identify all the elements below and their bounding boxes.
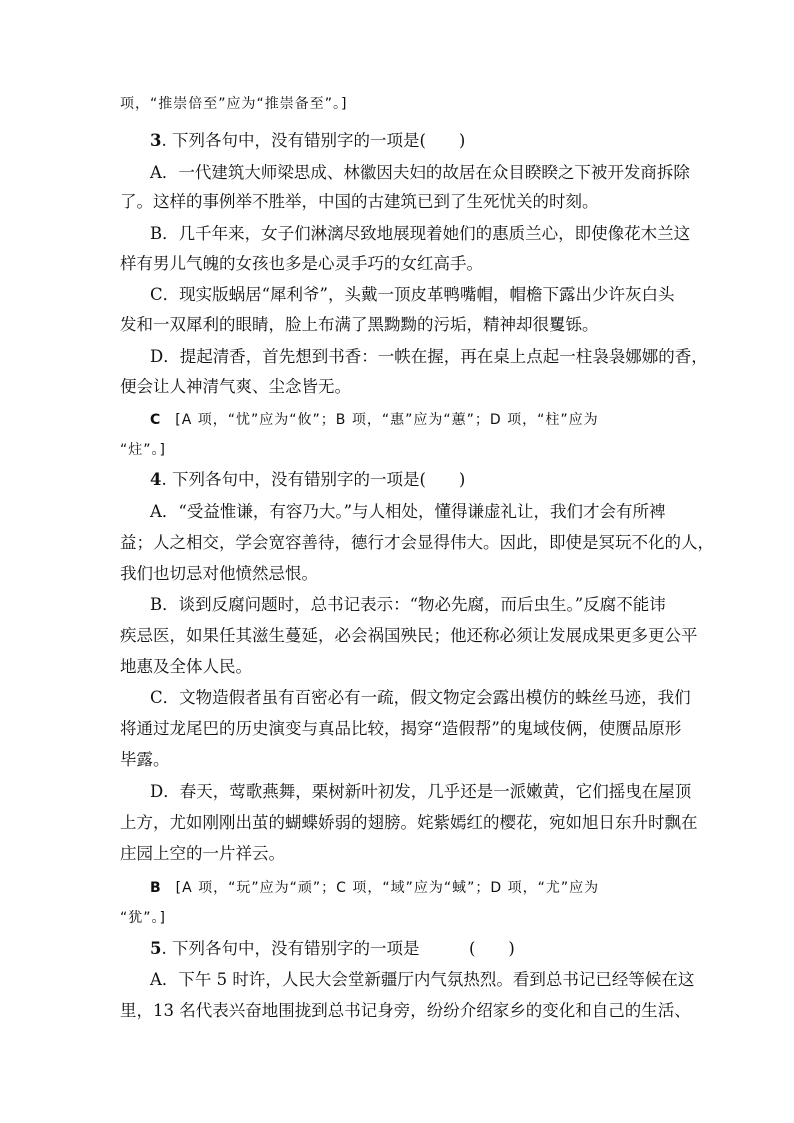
- q4-option-a-line3: 我们也切忌对他愤然忌恨。: [120, 564, 318, 583]
- question-number: 3: [150, 131, 162, 150]
- q4-answer-line2: “犹”。]: [120, 910, 166, 926]
- question-text: . 下列各句中，没有错别字的一项是( ): [161, 131, 466, 150]
- q4-option-b-line2: 疾忌医，如果任其滋生蔓延，必会祸国殃民；他还称必须让发展成果更多更公平: [120, 626, 698, 645]
- q4-option-a-line2: 益；人之相交，学会宽容善待，德行才会显得伟大。因此，即使是冥玩不化的人，: [120, 533, 714, 552]
- q4-option-b-line3: 地惠及全体人民。: [120, 657, 252, 676]
- q3-option-b-line2: 样有男儿气魄的女孩也多是心灵手巧的女红高手。: [120, 254, 483, 273]
- q4-option-d-line1: D．春天，莺歌燕舞，栗树新叶初发，几乎还是一派嫩黄，它们摇曳在屋顶: [150, 782, 692, 801]
- q4-option-c-line3: 毕露。: [120, 750, 170, 769]
- answer-letter: B: [150, 880, 162, 896]
- q4-option-d-line3: 庄园上空的一片祥云。: [120, 844, 285, 863]
- q4-option-d-line2: 上方，尤如刚刚出茧的蝴蝶娇弱的翅膀。姹紫嫣红的樱花，宛如旭日东升时飘在: [120, 813, 698, 832]
- q5-option-a-line1: A．下午 5 时许，人民大会堂新疆厅内气氛热烈。看到总书记已经等候在这: [150, 970, 695, 989]
- answer-explanation: [A 项，“玩”应为“顽”；C 项，“域”应为“蜮”；D 项，“尤”应为: [175, 880, 600, 896]
- q3-option-d-line1: D．提起清香，首先想到书香：一帙在握，再在桌上点起一柱袅袅娜娜的香，: [150, 347, 708, 366]
- question-number: 5: [150, 939, 162, 958]
- q3-option-a-line2: 了。这样的事例举不胜举，中国的古建筑已到了生死忧关的时刻。: [120, 192, 599, 211]
- q3-option-d-line2: 便会让人神清气爽、尘念皆无。: [120, 377, 351, 396]
- answer-letter: C: [150, 412, 162, 428]
- question-text: . 下列各句中，没有错别字的一项是( ): [161, 470, 466, 489]
- q3-option-b-line1: B．几千年来，女子们淋漓尽致地展现着她们的惠质兰心，即使像花木兰这: [150, 224, 691, 243]
- q4-option-c-line1: C．文物造假者虽有百密必有一疏，假文物定会露出模仿的蛛丝马迹，我们: [150, 688, 691, 707]
- q5-option-a-line2: 里，13 名代表兴奋地围拢到总书记身旁，纷纷介绍家乡的变化和自己的生活、: [120, 1001, 691, 1020]
- question-5-stem: [150, 939, 680, 959]
- q3-answer-line2: “炷”。]: [120, 442, 166, 458]
- question-number: 4: [150, 470, 162, 489]
- answer-explanation: [A 项，“忧”应为“攸”；B 项，“惠”应为“蕙”；D 项，“柱”应为: [175, 412, 599, 428]
- q4-option-a-line1: A．“受益惟谦，有容乃大。”与人相处，懂得谦虚礼让，我们才会有所裨: [150, 502, 666, 521]
- question-text: . 下列各句中，没有错别字的一项是 ( ): [161, 939, 515, 958]
- q3-option-c-line2: 发和一双犀利的眼睛，脸上布满了黑黝黝的污垢，精神却很矍铄。: [120, 315, 599, 334]
- q4-option-c-line2: 将通过龙尾巴的历史演变与真品比较，揭穿“造假帮”的鬼域伎俩，使赝品原形: [120, 719, 682, 738]
- q4-option-b-line1: B．谈到反腐问题时，总书记表示：“物必先腐，而后虫生。”反腐不能讳: [150, 595, 666, 614]
- q3-option-a-line1: A．一代建筑大师梁思成、林徽因夫妇的故居在众目睽睽之下被开发商拆除: [150, 163, 690, 182]
- question-3-stem: [150, 131, 680, 151]
- question-4-stem: [150, 470, 680, 490]
- q3-option-c-line1: C．现实版蜗居“犀利爷”，头戴一顶皮革鸭嘴帽，帽檐下露出少许灰白头: [150, 285, 675, 304]
- q4-answer-line1: [150, 877, 599, 897]
- previous-answer-end: 项，“推崇倍至”应为“推崇备至”。]: [120, 96, 348, 112]
- q3-answer-line1: [150, 409, 599, 429]
